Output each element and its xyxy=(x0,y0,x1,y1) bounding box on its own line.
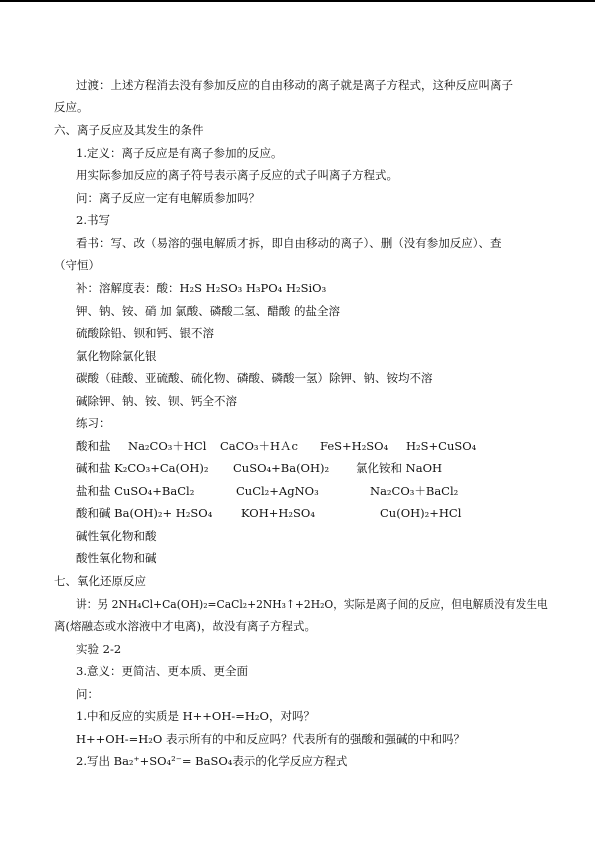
text-line: 问： xyxy=(76,687,99,701)
text-line: 反应。 xyxy=(54,100,89,114)
text-line: 碳酸（硅酸、亚硫酸、硫化物、磷酸、磷酸一氢）除钾、钠、铵均不溶 xyxy=(76,371,433,385)
text-line: 2.写出 Ba₂⁺+SO₄²⁻= BaSO₄表示的化学反应方程式 xyxy=(76,754,348,768)
text-line: 碱性氧化物和酸 xyxy=(76,529,157,543)
practice-cell: FeS+H₂SO₄ xyxy=(320,439,389,453)
practice-cell: 氯化铵和 NaOH xyxy=(356,461,443,475)
text-line: 2.书写 xyxy=(76,213,110,227)
text-line: 碱除钾、钠、铵、钡、钙全不溶 xyxy=(76,394,237,408)
text-line: 用实际参加反应的离子符号表示离子反应的式子叫离子方程式。 xyxy=(76,168,398,182)
practice-cell: H₂S+CuSO₄ xyxy=(406,439,477,453)
practice-cell: 酸和碱 Ba(OH)₂+ H₂SO₄ xyxy=(76,506,213,520)
text-line: 1.中和反应的实质是 H++OH-=H₂O，对吗？ xyxy=(76,709,315,723)
text-line: 讲：另 2NH₄Cl+Ca(OH)₂=CaCl₂+2NH₃↑+2H₂O，实际是离子间的反应，但电解质没有发生电 xyxy=(76,597,548,611)
practice-cell: Cu(OH)₂+HCl xyxy=(380,506,462,520)
text-line: 问：离子反应一定有电解质参加吗？ xyxy=(76,191,260,205)
text-line: 过渡：上述方程消去没有参加反应的自由移动的离子就是离子方程式，这种反应叫离子 xyxy=(76,78,513,92)
text-line: 3.意义：更简洁、更本质、更全面 xyxy=(76,664,248,678)
practice-cell: CaCO₃＋HＡc xyxy=(220,439,298,453)
text-line: 硫酸除铅、钡和钙、银不溶 xyxy=(76,326,214,340)
text-line: H++OH-=H₂O 表示所有的中和反应吗？代表所有的强酸和强碱的中和吗？ xyxy=(76,732,465,746)
practice-cell: 碱和盐 K₂CO₃+Ca(OH)₂ xyxy=(76,461,209,475)
text-line: （守恒） xyxy=(54,258,100,272)
text-line: 实验 2-2 xyxy=(76,642,122,656)
text-line: 钾、钠、铵、硝 加 氯酸、磷酸二氢、醋酸 的盐全溶 xyxy=(76,304,340,318)
text-line: 1.定义：离子反应是有离子参加的反应。 xyxy=(76,146,283,160)
section-heading: 七、氧化还原反应 xyxy=(54,574,146,588)
text-line: 酸性氧化物和碱 xyxy=(76,551,157,565)
text-line: 离(熔融态或水溶液中才电离)，故没有离子方程式。 xyxy=(54,619,316,633)
practice-cell: CuSO₄+Ba(OH)₂ xyxy=(233,461,330,475)
text-line: 氯化物除氯化银 xyxy=(76,349,157,363)
practice-cell: Na₂CO₃＋BaCl₂ xyxy=(370,484,459,498)
practice-cell: KOH+H₂SO₄ xyxy=(241,506,315,520)
text-line: 练习： xyxy=(76,416,111,430)
text-line: 看书：写、改（易溶的强电解质才拆，即自由移动的离子）、删（没有参加反应）、查 xyxy=(76,236,502,250)
practice-cell: 盐和盐 CuSO₄+BaCl₂ xyxy=(76,484,195,498)
section-heading: 六、离子反应及其发生的条件 xyxy=(54,123,204,137)
practice-cell: 酸和盐 xyxy=(76,439,111,453)
text-line: 补：溶解度表：酸：H₂S H₂SO₃ H₃PO₄ H₂SiO₃ xyxy=(76,281,327,295)
practice-cell: Na₂CO₃＋HCl xyxy=(128,439,207,453)
practice-cell: CuCl₂+AgNO₃ xyxy=(236,484,319,498)
